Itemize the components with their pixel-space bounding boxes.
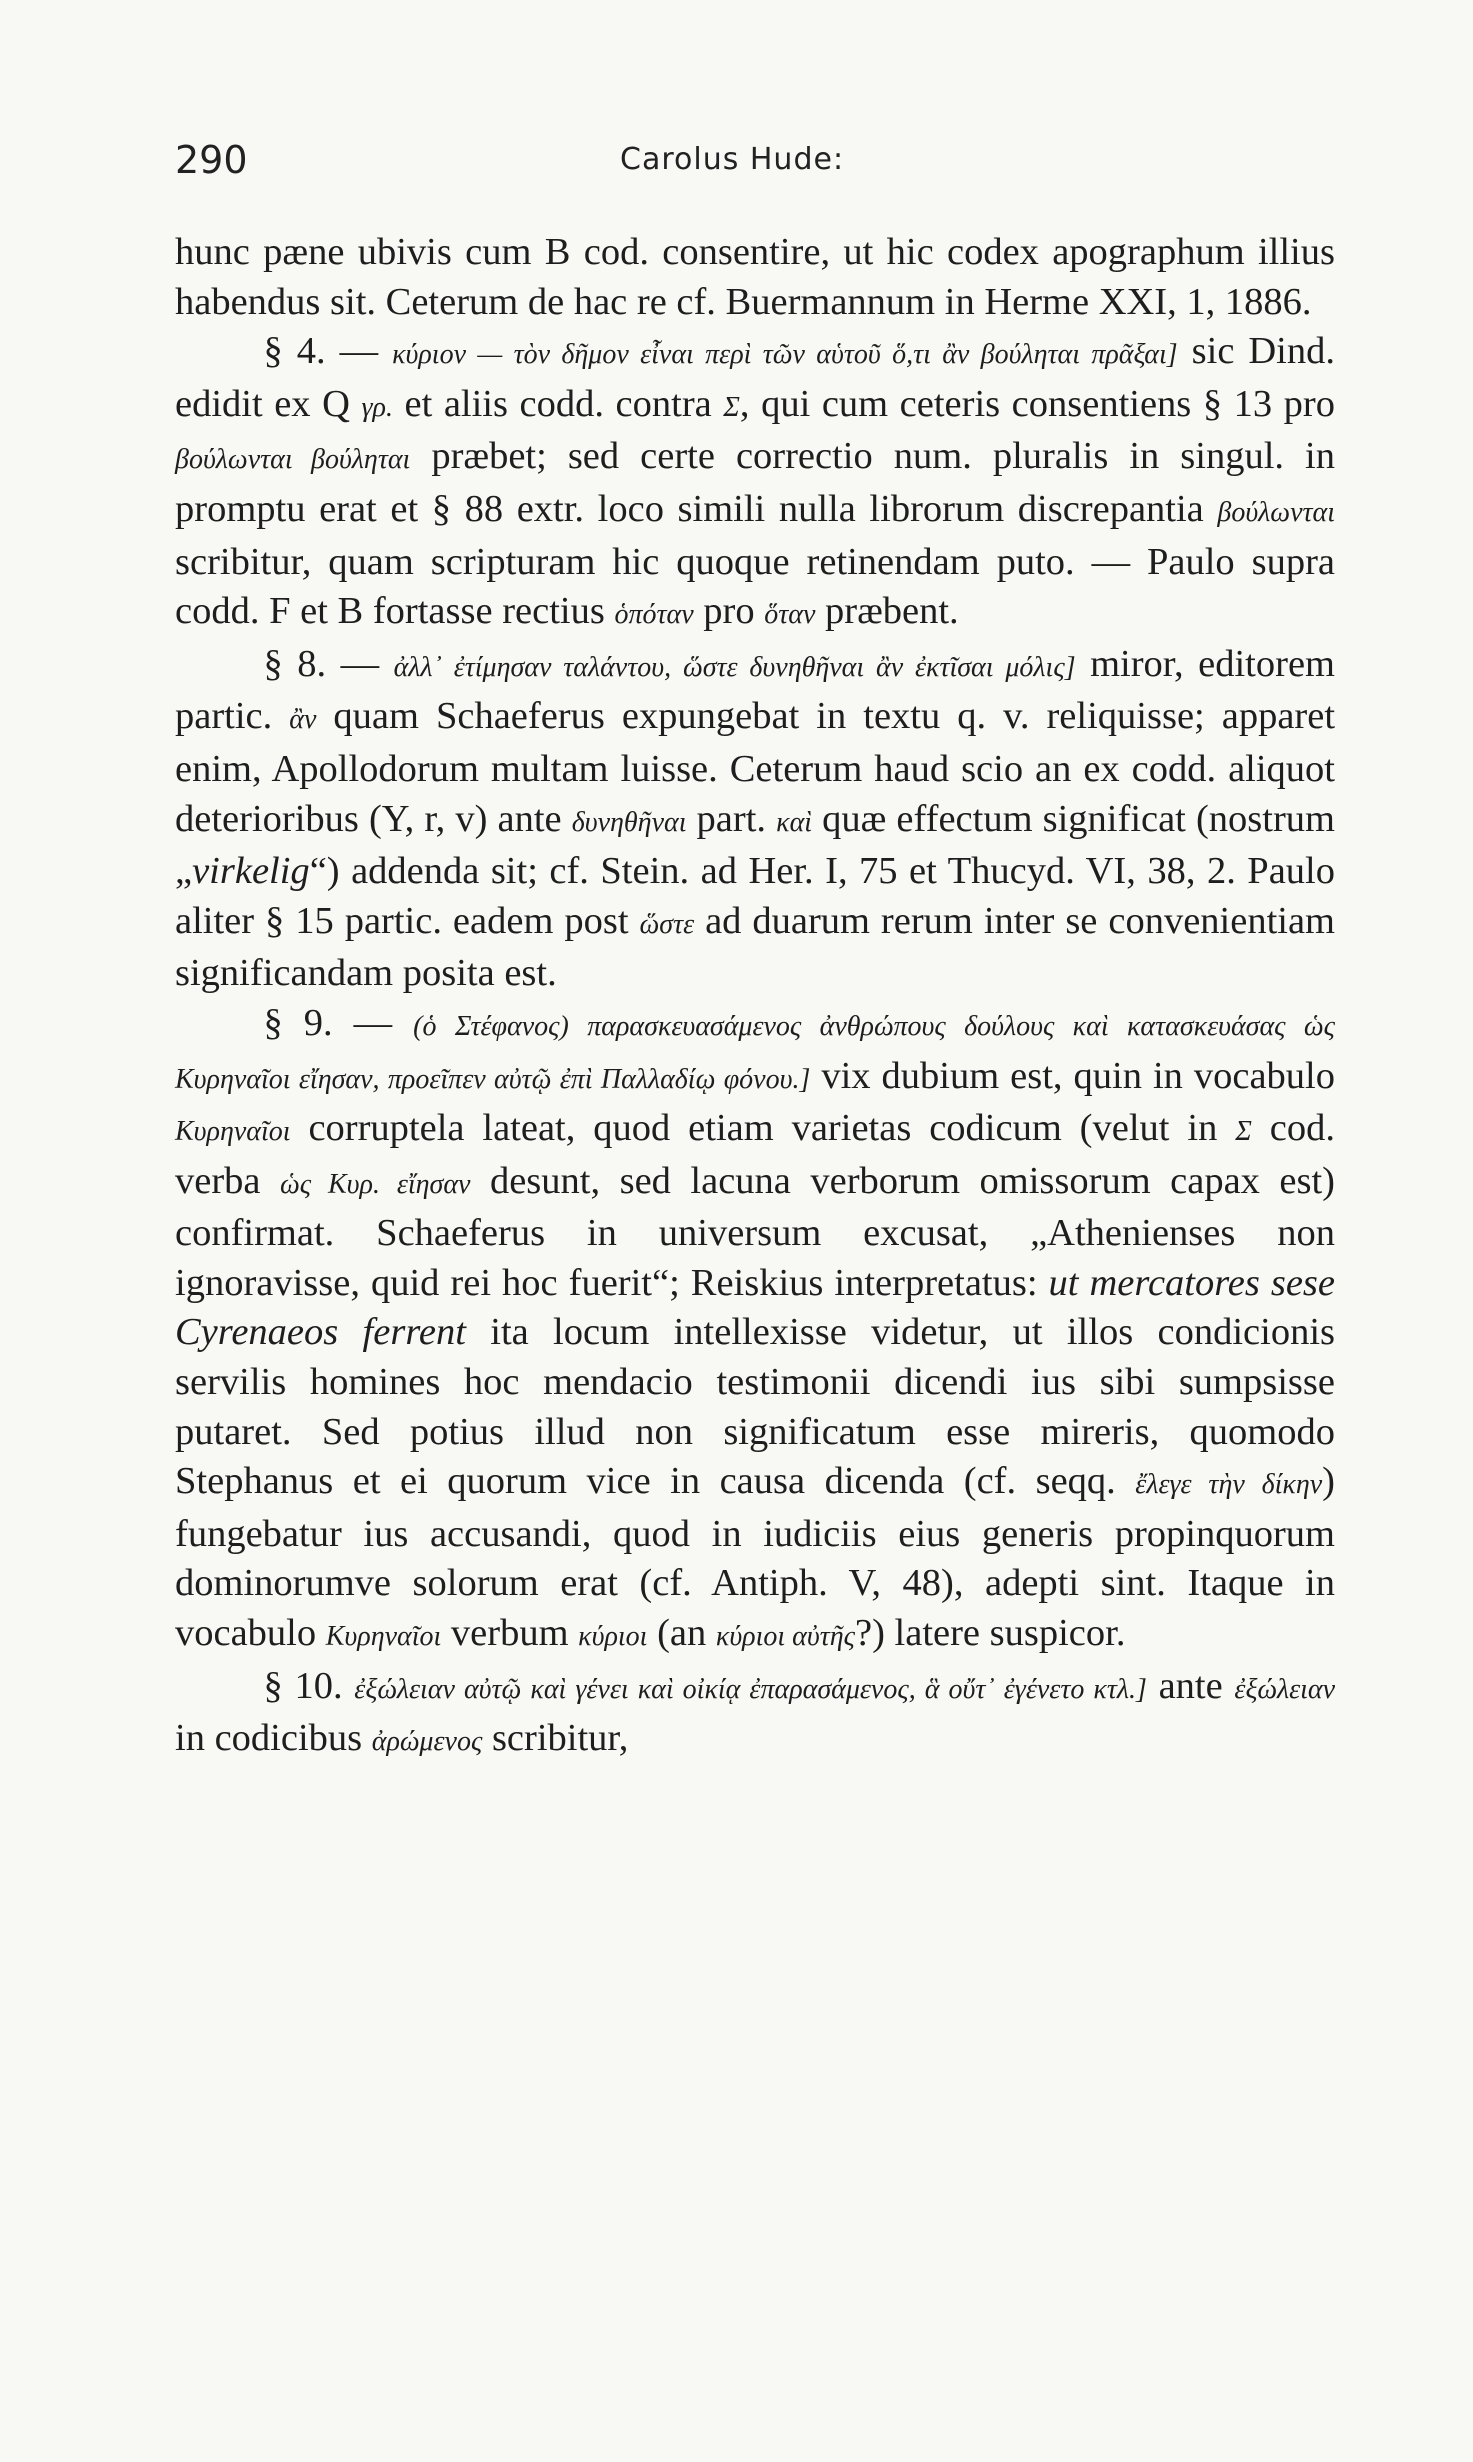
greek-text: ἀρώμενος (371, 1726, 483, 1758)
text-segment: § 8. — (263, 642, 394, 685)
greek-text: ἔλεγε τὴν δίκην (1135, 1469, 1323, 1501)
paragraph (175, 640, 1335, 999)
greek-text: ἂν (289, 704, 317, 736)
italic-text: virkelig (192, 850, 310, 893)
text-segment: § 4. — (263, 330, 393, 373)
text-segment: in codicibus (175, 1717, 372, 1760)
greek-text: (ὁ Στέφανος) παρασκευασάμενος ἀνθρώπους δούλους καὶ κατασκευάσας ὡς Κυρηναῖοι εἴησαν, προεῖπεν αὐτῷ ἐπὶ Παλλαδίῳ φόνου.] (175, 1010, 1336, 1095)
text-segment: cod. verba (175, 1107, 1335, 1202)
text-segment: quæ effectum significat (nostrum „ (175, 797, 1335, 893)
text-segment: ?) latere suspicor. (855, 1612, 1126, 1655)
body-text (175, 228, 1335, 1767)
text-segment: “) addenda sit; cf. Stein. ad Her. I, 75 et Thucyd. VI, 38, 2. Paulo aliter § 15 partic. eadem post (175, 850, 1335, 942)
text-segment: ) fungebatur ius accusandi, quod in iudiciis eius generis propinquorum dominorumve solorum erat (cf. Antiph. V, 48), adepti sint. Itaque in vocabulo (175, 1460, 1335, 1655)
text-segment: miror, editorem partic. (175, 642, 1335, 738)
text-segment: corruptela lateat, quod etiam varietas codicum (velut in (290, 1107, 1236, 1150)
greek-text: κύριοι αὐτῆς (715, 1621, 855, 1653)
italic-text: ut mercatores sese Cyrenaeos ferrent (175, 1261, 1335, 1354)
greek-text: καὶ (776, 806, 813, 838)
text-segment: scribitur, quam scripturam hic quoque retinendam puto. — Paulo supra codd. F et B fortasse rectius (175, 540, 1335, 633)
text-segment: præbent. (815, 590, 959, 633)
text-segment: quam Schaeferus expungebat in textu q. v. reliquisse; apparet enim, Apollodorum multam luisse. Ceterum haud scio an ex codd. aliquot deterioribus (Y, r, v) ante (175, 695, 1336, 840)
greek-text: ἐξώλειαν αὐτῷ καὶ γένει καὶ οἰκίᾳ ἐπαρασάμενος, ἃ οὔτ᾽ ἐγένετο κτλ.] (354, 1673, 1147, 1705)
text-segment: præbet; sed certe correctio num. pluralis in singul. in promptu erat et § 88 extr. loco simili nulla librorum discrepantia (175, 435, 1335, 530)
paragraph (175, 327, 1335, 640)
paragraph (175, 228, 1335, 327)
greek-text: ὁπόταν (614, 599, 694, 631)
text-segment: et aliis codd. contra (392, 382, 724, 425)
page-number: 290 (175, 138, 248, 182)
text-segment: hunc pæne ubivis cum B cod. consentire, ut hic codex apographum illius habendus sit. Ceterum de hac re cf. Buermannum in Herme XXI, 1, 1886. (175, 231, 1335, 323)
text-segment: verbum (441, 1612, 579, 1655)
text-segment: § 10. (263, 1664, 355, 1707)
page-header (0, 138, 1473, 188)
text-segment: ante (1146, 1664, 1235, 1707)
greek-text: Σ (1235, 1116, 1252, 1148)
greek-text: ὥστε (639, 908, 695, 940)
greek-text: ἐξώλειαν (1234, 1673, 1336, 1705)
text-segment: ad duarum rerum inter se convenientiam significandam posita est. (175, 899, 1335, 995)
greek-text: Κυρηναῖοι (325, 1621, 442, 1653)
text-segment: part. (686, 797, 777, 840)
text-segment: scribitur, (482, 1717, 629, 1760)
text-segment: ita locum intellexisse videtur, ut illos condicionis servilis homines hoc mendacio testimonii dicendi ius sibi sumpsisse putaret. Sed potius illud non significatum esse mireris, quomodo Stephanus et ei quorum vice in causa dicenda (cf. seqq. (175, 1311, 1336, 1503)
greek-text: βούλωνται (1217, 496, 1335, 528)
greek-text: ἀλλ᾽ ἐτίμησαν ταλάντου, ὥστε δυνηθῆναι ἂν ἐκτῖσαι μόλις] (393, 651, 1076, 683)
greek-text: δυνηθῆναι (571, 806, 687, 838)
paragraph (175, 1662, 1335, 1767)
text-segment: desunt, sed lacuna verborum omissorum capax est) confirmat. Schaeferus in universum excusat, „Athenienses non ignoravisse, quid rei hoc fuerit“; Reiskius interpretatus: (175, 1159, 1335, 1304)
paragraph (175, 999, 1335, 1662)
running-title: Carolus Hude: (620, 142, 845, 177)
text-segment: vix dubium est, quin in vocabulo (810, 1054, 1335, 1097)
greek-text: Κυρηναῖοι (175, 1116, 291, 1148)
greek-text: ὡς Κυρ. εἴησαν (280, 1168, 471, 1200)
text-segment: § 9. — (263, 1001, 414, 1044)
greek-text: βούλωνται βούληται (175, 444, 411, 476)
text-segment: (an (647, 1612, 716, 1655)
greek-text: ὅταν (764, 599, 816, 631)
greek-text: κύριοι (578, 1621, 648, 1653)
greek-text: γρ. (361, 391, 393, 423)
text-segment: , qui cum ceteris consentiens § 13 pro (739, 382, 1335, 425)
greek-text: Σ (723, 391, 740, 423)
text-segment: sic Dind. edidit ex Q (175, 330, 1335, 425)
text-segment: pro (693, 590, 765, 633)
greek-text: κύριον — τὸν δῆμον εἶναι περὶ τῶν αὑτοῦ ὅ,τι ἂν βούληται πρᾶξαι] (392, 339, 1178, 371)
